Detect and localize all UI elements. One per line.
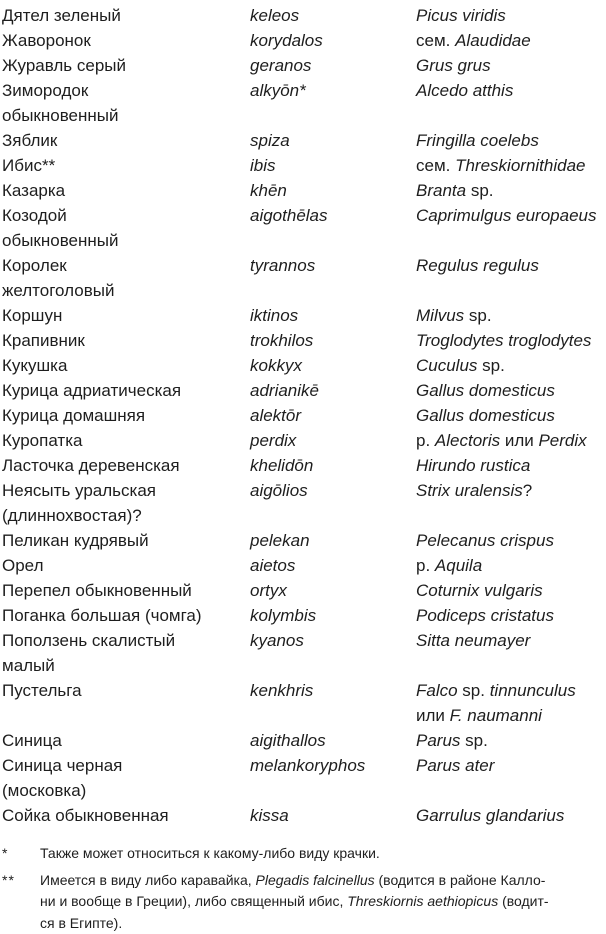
- latin-name-line: [416, 578, 606, 603]
- roman-segment: сем.: [416, 156, 455, 175]
- latin-name-line: [416, 253, 606, 278]
- roman-segment: sp.: [466, 181, 493, 200]
- greek-transliteration-cell: [250, 28, 416, 53]
- russian-name-cell: [2, 353, 250, 378]
- greek-transliteration: kyanos: [250, 628, 416, 653]
- latin-name-line: [416, 28, 606, 53]
- greek-transliteration-cell: [250, 53, 416, 78]
- russian-name-line: Курица домашняя: [2, 403, 250, 428]
- latin-italic-segment: Garrulus glandarius: [416, 806, 564, 825]
- russian-name-cell: [2, 3, 250, 28]
- russian-name-line: обыкновенный: [2, 228, 250, 253]
- russian-name-line: Коршун: [2, 303, 250, 328]
- roman-segment: или: [416, 706, 450, 725]
- russian-name-line: Поганка большая (чомга): [2, 603, 250, 628]
- greek-transliteration: alektōr: [250, 403, 416, 428]
- russian-name-line: Журавль серый: [2, 53, 250, 78]
- greek-transliteration: khēn: [250, 178, 416, 203]
- footnote-line: [40, 913, 606, 934]
- roman-segment: ся в Египте).: [40, 915, 122, 931]
- latin-name-cell: [416, 203, 606, 228]
- table-row: [2, 53, 606, 78]
- greek-transliteration: iktinos: [250, 303, 416, 328]
- greek-transliteration: tyrannos: [250, 253, 416, 278]
- latin-name-cell: [416, 53, 606, 78]
- footnote-line: [40, 870, 606, 892]
- greek-transliteration-cell: [250, 203, 416, 228]
- latin-italic-segment: Hirundo rustica: [416, 456, 530, 475]
- footnote-marker: **: [2, 870, 40, 892]
- greek-transliteration: kolymbis: [250, 603, 416, 628]
- table-row: [2, 753, 606, 803]
- russian-name-line: Казарка: [2, 178, 250, 203]
- greek-transliteration-cell: [250, 378, 416, 403]
- russian-name-line: Ласточка деревенская: [2, 453, 250, 478]
- greek-transliteration-cell: [250, 428, 416, 453]
- russian-name-line: Орел: [2, 553, 250, 578]
- latin-name-cell: [416, 628, 606, 653]
- greek-transliteration-cell: [250, 153, 416, 178]
- russian-name-cell: [2, 153, 250, 178]
- greek-transliteration: pelekan: [250, 528, 416, 553]
- greek-transliteration-cell: [250, 253, 416, 278]
- russian-name-line: Неясыть уральская: [2, 478, 250, 503]
- latin-italic-segment: Falco: [416, 681, 458, 700]
- russian-name-line: Курица адриатическая: [2, 378, 250, 403]
- table-row: [2, 178, 606, 203]
- roman-segment: sp.: [460, 731, 487, 750]
- russian-name-cell: [2, 528, 250, 553]
- russian-name-line: Синица: [2, 728, 250, 753]
- latin-name-line: [416, 128, 606, 153]
- latin-name-cell: [416, 753, 606, 778]
- russian-name-cell: [2, 303, 250, 328]
- russian-name-cell: [2, 128, 250, 153]
- latin-name-cell: [416, 253, 606, 278]
- latin-name-line: [416, 453, 606, 478]
- latin-name-cell: [416, 403, 606, 428]
- latin-name-line: [416, 178, 606, 203]
- bird-name-table: [2, 3, 606, 828]
- russian-name-line: Зимородок: [2, 78, 250, 103]
- greek-transliteration: alkyōn*: [250, 78, 416, 103]
- latin-name-cell: [416, 3, 606, 28]
- table-row: [2, 128, 606, 153]
- latin-name-line: [416, 803, 606, 828]
- table-row: [2, 353, 606, 378]
- latin-name-cell: [416, 528, 606, 553]
- latin-italic-segment: Parus ater: [416, 756, 494, 775]
- latin-name-cell: [416, 578, 606, 603]
- russian-name-line: Пустельга: [2, 678, 250, 703]
- russian-name-cell: [2, 603, 250, 628]
- table-row: [2, 578, 606, 603]
- greek-transliteration-cell: [250, 453, 416, 478]
- greek-transliteration-cell: [250, 603, 416, 628]
- greek-transliteration: melankoryphos: [250, 753, 416, 778]
- russian-name-line: (московка): [2, 778, 250, 803]
- greek-transliteration: aietos: [250, 553, 416, 578]
- greek-transliteration: adrianikē: [250, 378, 416, 403]
- latin-italic-segment: Sitta neumayer: [416, 631, 530, 650]
- latin-name-line: [416, 378, 606, 403]
- table-row: [2, 203, 606, 253]
- latin-italic-segment: Alectoris: [435, 431, 500, 450]
- footnotes: [2, 843, 606, 934]
- greek-transliteration-cell: [250, 303, 416, 328]
- latin-italic-segment: Podiceps cristatus: [416, 606, 554, 625]
- latin-name-cell: [416, 478, 606, 503]
- latin-name-line: [416, 3, 606, 28]
- russian-name-cell: [2, 378, 250, 403]
- latin-name-line: [416, 528, 606, 553]
- table-row: [2, 378, 606, 403]
- table-row: [2, 403, 606, 428]
- latin-italic-segment: Picus viridis: [416, 6, 506, 25]
- russian-name-cell: [2, 678, 250, 703]
- latin-italic-segment: Perdix: [538, 431, 586, 450]
- latin-name-line: [416, 328, 606, 353]
- latin-name-cell: [416, 328, 606, 353]
- greek-transliteration-cell: [250, 678, 416, 703]
- latin-name-cell: [416, 378, 606, 403]
- russian-name-cell: [2, 178, 250, 203]
- latin-name-cell: [416, 803, 606, 828]
- russian-name-line: (длиннохвостая)?: [2, 503, 250, 528]
- greek-transliteration-cell: [250, 178, 416, 203]
- latin-italic-segment: Strix uralensis: [416, 481, 523, 500]
- latin-name-cell: [416, 553, 606, 578]
- roman-segment: ни и вообще в Греции), либо священный ибис,: [40, 893, 347, 909]
- table-row: [2, 803, 606, 828]
- roman-segment: sp.: [464, 306, 491, 325]
- latin-name-line: [416, 403, 606, 428]
- latin-name-line: [416, 678, 606, 703]
- table-row: [2, 453, 606, 478]
- russian-name-cell: [2, 803, 250, 828]
- latin-name-line: [416, 703, 606, 728]
- russian-name-cell: [2, 478, 250, 528]
- table-row: [2, 603, 606, 628]
- latin-italic-segment: Grus grus: [416, 56, 491, 75]
- greek-transliteration-cell: [250, 328, 416, 353]
- latin-name-line: [416, 553, 606, 578]
- latin-name-line: [416, 53, 606, 78]
- latin-italic-segment: Caprimulgus europaeus: [416, 206, 597, 225]
- latin-name-line: [416, 603, 606, 628]
- latin-name-line: [416, 153, 606, 178]
- latin-name-line: [416, 353, 606, 378]
- russian-name-cell: [2, 728, 250, 753]
- footnote-item: [2, 870, 606, 934]
- russian-name-line: Козодой: [2, 203, 250, 228]
- greek-transliteration: khelidōn: [250, 453, 416, 478]
- latin-name-line: [416, 428, 606, 453]
- roman-segment: р.: [416, 556, 435, 575]
- greek-transliteration: aigithallos: [250, 728, 416, 753]
- greek-transliteration-cell: [250, 553, 416, 578]
- greek-transliteration-cell: [250, 353, 416, 378]
- russian-name-line: Кукушка: [2, 353, 250, 378]
- roman-segment: Также может относиться к какому-либо виду крачки.: [40, 845, 380, 861]
- greek-transliteration: keleos: [250, 3, 416, 28]
- russian-name-cell: [2, 403, 250, 428]
- latin-italic-segment: F. naumanni: [450, 706, 542, 725]
- table-row: [2, 3, 606, 28]
- table-row: [2, 253, 606, 303]
- greek-transliteration: korydalos: [250, 28, 416, 53]
- table-row: [2, 528, 606, 553]
- latin-name-cell: [416, 453, 606, 478]
- greek-transliteration: ibis: [250, 153, 416, 178]
- russian-name-line: желтоголовый: [2, 278, 250, 303]
- russian-name-line: Королек: [2, 253, 250, 278]
- greek-transliteration: kissa: [250, 803, 416, 828]
- latin-name-cell: [416, 78, 606, 103]
- greek-transliteration-cell: [250, 128, 416, 153]
- latin-italic-segment: tinnunculus: [490, 681, 576, 700]
- greek-transliteration-cell: [250, 728, 416, 753]
- latin-name-line: [416, 728, 606, 753]
- greek-transliteration-cell: [250, 78, 416, 103]
- table-row: [2, 303, 606, 328]
- latin-name-line: [416, 78, 606, 103]
- russian-name-cell: [2, 428, 250, 453]
- russian-name-line: Перепел обыкновенный: [2, 578, 250, 603]
- latin-name-cell: [416, 178, 606, 203]
- roman-segment: ?: [523, 481, 532, 500]
- table-row: [2, 428, 606, 453]
- russian-name-line: Жаворонок: [2, 28, 250, 53]
- latin-italic-segment: Regulus regulus: [416, 256, 539, 275]
- greek-transliteration-cell: [250, 528, 416, 553]
- table-row: [2, 553, 606, 578]
- latin-italic-segment: Coturnix vulgaris: [416, 581, 543, 600]
- latin-italic-segment: Alaudidae: [455, 31, 531, 50]
- roman-segment: (водится в районе Калло-: [375, 872, 546, 888]
- footnote-text: [40, 843, 606, 865]
- table-row: [2, 628, 606, 678]
- latin-name-cell: [416, 28, 606, 53]
- latin-name-line: [416, 753, 606, 778]
- latin-italic-segment: Threskiornithidae: [455, 156, 585, 175]
- greek-transliteration: ortyx: [250, 578, 416, 603]
- russian-name-line: Дятел зеленый: [2, 3, 250, 28]
- russian-name-cell: [2, 578, 250, 603]
- greek-transliteration: kokkyx: [250, 353, 416, 378]
- russian-name-cell: [2, 753, 250, 803]
- footnote-marker: *: [2, 843, 40, 865]
- russian-name-line: Крапивник: [2, 328, 250, 353]
- roman-segment: (водит-: [498, 893, 548, 909]
- latin-name-cell: [416, 128, 606, 153]
- russian-name-cell: [2, 628, 250, 678]
- russian-name-cell: [2, 203, 250, 253]
- greek-transliteration: aigōlios: [250, 478, 416, 503]
- roman-segment: или: [500, 431, 538, 450]
- russian-name-cell: [2, 28, 250, 53]
- russian-name-line: обыкновенный: [2, 103, 250, 128]
- greek-transliteration-cell: [250, 803, 416, 828]
- russian-name-line: Куропатка: [2, 428, 250, 453]
- greek-transliteration-cell: [250, 3, 416, 28]
- greek-transliteration: aigothēlas: [250, 203, 416, 228]
- greek-transliteration: geranos: [250, 53, 416, 78]
- greek-transliteration: spiza: [250, 128, 416, 153]
- greek-transliteration: kenkhris: [250, 678, 416, 703]
- russian-name-cell: [2, 78, 250, 128]
- latin-italic-segment: Plegadis falcinellus: [256, 872, 375, 888]
- russian-name-line: Ибис**: [2, 153, 250, 178]
- footnote-line: [40, 843, 606, 865]
- roman-segment: сем.: [416, 31, 455, 50]
- russian-name-cell: [2, 553, 250, 578]
- roman-segment: sp.: [477, 356, 504, 375]
- roman-segment: sp.: [458, 681, 490, 700]
- roman-segment: Имеется в виду либо каравайка,: [40, 872, 256, 888]
- table-row: [2, 678, 606, 728]
- greek-transliteration-cell: [250, 753, 416, 778]
- latin-name-line: [416, 203, 606, 228]
- table-row: [2, 328, 606, 353]
- latin-name-cell: [416, 728, 606, 753]
- latin-name-line: [416, 628, 606, 653]
- latin-italic-segment: Troglodytes troglodytes: [416, 331, 591, 350]
- russian-name-line: малый: [2, 653, 250, 678]
- latin-italic-segment: Milvus: [416, 306, 464, 325]
- footnote-text: [40, 870, 606, 934]
- russian-name-line: Пеликан кудрявый: [2, 528, 250, 553]
- russian-name-cell: [2, 453, 250, 478]
- latin-name-cell: [416, 303, 606, 328]
- russian-name-line: Синица черная: [2, 753, 250, 778]
- latin-italic-segment: Branta: [416, 181, 466, 200]
- latin-name-cell: [416, 678, 606, 728]
- russian-name-line: Сойка обыкновенная: [2, 803, 250, 828]
- latin-italic-segment: Cuculus: [416, 356, 477, 375]
- table-row: [2, 78, 606, 128]
- greek-transliteration: trokhilos: [250, 328, 416, 353]
- russian-name-line: Зяблик: [2, 128, 250, 153]
- latin-name-cell: [416, 353, 606, 378]
- russian-name-cell: [2, 53, 250, 78]
- table-row: [2, 28, 606, 53]
- greek-transliteration-cell: [250, 403, 416, 428]
- latin-italic-segment: Threskiornis aethiopicus: [347, 893, 498, 909]
- greek-transliteration: perdix: [250, 428, 416, 453]
- latin-italic-segment: Fringilla coelebs: [416, 131, 539, 150]
- latin-name-line: [416, 478, 606, 503]
- footnote-item: [2, 843, 606, 865]
- latin-italic-segment: Alcedo atthis: [416, 81, 513, 100]
- latin-italic-segment: Gallus domesticus: [416, 381, 555, 400]
- russian-name-cell: [2, 253, 250, 303]
- latin-italic-segment: Parus: [416, 731, 460, 750]
- greek-transliteration-cell: [250, 578, 416, 603]
- roman-segment: р.: [416, 431, 435, 450]
- latin-name-line: [416, 303, 606, 328]
- russian-name-line: Поползень скалистый: [2, 628, 250, 653]
- latin-italic-segment: Aquila: [435, 556, 482, 575]
- footnote-line: [40, 891, 606, 913]
- latin-italic-segment: Pelecanus crispus: [416, 531, 554, 550]
- table-row: [2, 728, 606, 753]
- russian-name-cell: [2, 328, 250, 353]
- greek-transliteration-cell: [250, 478, 416, 503]
- table-row: [2, 153, 606, 178]
- latin-italic-segment: Gallus domesticus: [416, 406, 555, 425]
- table-row: [2, 478, 606, 528]
- greek-transliteration-cell: [250, 628, 416, 653]
- latin-name-cell: [416, 603, 606, 628]
- latin-name-cell: [416, 428, 606, 453]
- latin-name-cell: [416, 153, 606, 178]
